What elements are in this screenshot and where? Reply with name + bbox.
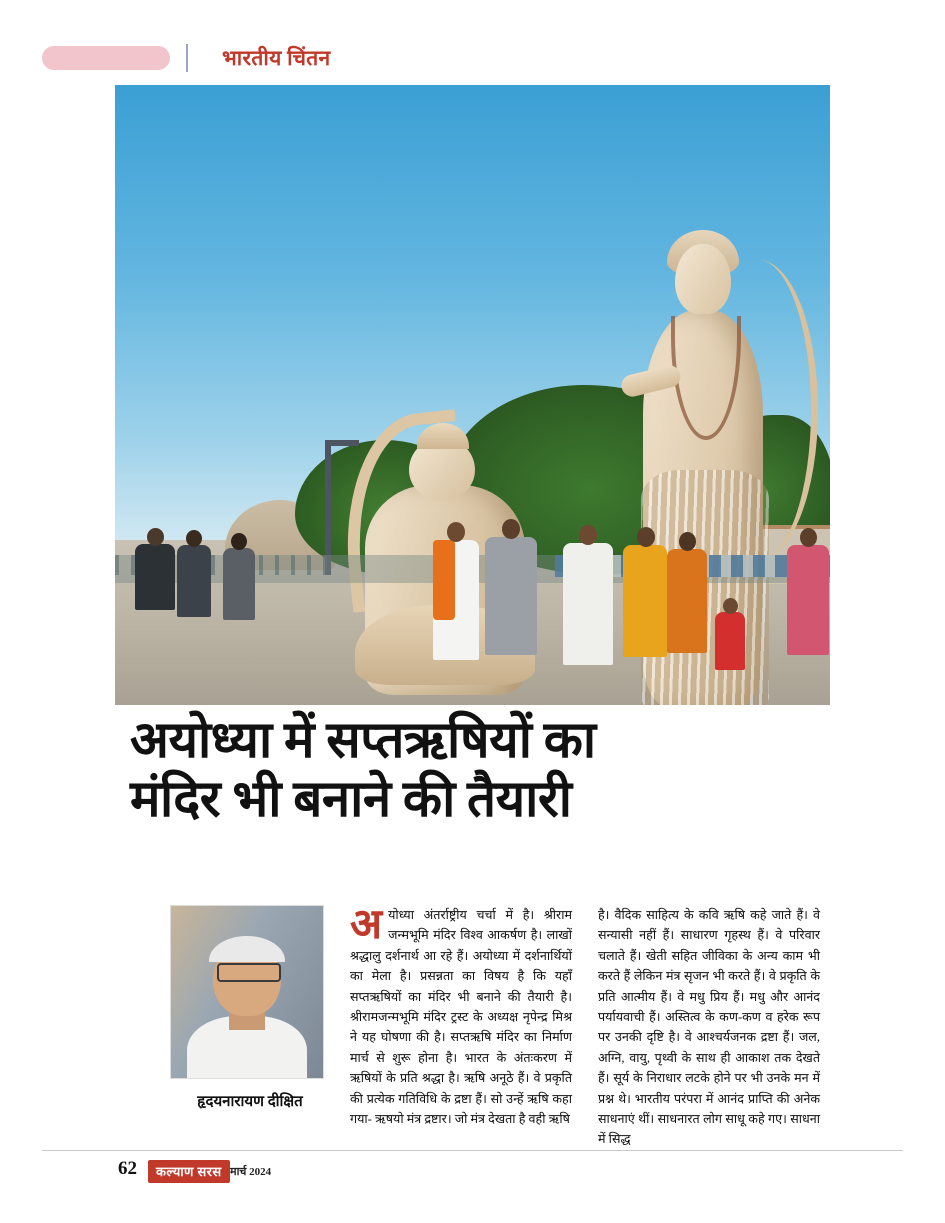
- glasses-icon: [217, 963, 281, 982]
- light-pole-arm: [325, 440, 359, 446]
- header-divider: [186, 44, 188, 72]
- author-block: [170, 905, 330, 1111]
- visitor-head: [502, 519, 520, 539]
- visitor-body: [485, 537, 537, 655]
- body-text-1: योध्या अंतर्राष्ट्रीय चर्चा में है। श्रीराम जन्मभूमि मंदिर विश्व आकर्षण है। लाखों श्रद्धालु दर्शनार्थ आ रहे हैं। अयोध्या में दर्शनार्थियों का मेला है। प्रसन्नता का विषय है कि यहाँ सप्तऋषियों का मंदिर भी बनाने की तैयारी है। श्रीरामजन्मभूमि मंदिर ट्रस्ट के अध्यक्ष नृपेन्द्र मिश्र ने यह घोषणा की है। सप्तऋषि मंदिर का निर्माण मार्च से शुरू होना है। भारत के अंतःकरण में ऋषियों के प्रति श्रद्धा है। ऋषि अनूठे हैं। वे प्रकृति की प्रत्येक गतिविधि के द्रष्टा हैं। सो उन्हें ऋषि कहा गया- ऋषयो मंत्र द्रष्टार। जो मंत्र देखता है वही ऋषि: [350, 908, 572, 1126]
- visitor-saffron-2: [623, 517, 667, 657]
- visitor-2: [177, 525, 211, 617]
- visitor-head: [579, 525, 597, 545]
- visitor-body: [715, 612, 745, 670]
- header-accent-pill: [42, 46, 170, 70]
- visitor-saffron-1: [433, 510, 479, 660]
- author-name: हृदयनारायण दीक्षित: [197, 1094, 303, 1110]
- visitor-head: [186, 530, 202, 547]
- visitor-head: [723, 598, 738, 614]
- visitor-saffron-3: [667, 523, 707, 653]
- footer-divider: [42, 1150, 903, 1151]
- article-headline: [130, 712, 830, 830]
- ram-statue-head: [675, 244, 731, 314]
- drop-cap: अ: [350, 902, 383, 948]
- visitor-body: [787, 545, 829, 655]
- visitor-body: [563, 543, 613, 665]
- visitor-1: [135, 525, 175, 610]
- visitor-head: [679, 532, 696, 551]
- visitor-body: [177, 545, 211, 617]
- section-label: भारतीय चिंतन: [222, 46, 331, 70]
- body-column-2: [598, 905, 820, 1150]
- visitor-body: [223, 548, 255, 620]
- visitor-body: [135, 544, 175, 610]
- visitor-shawl: [433, 540, 455, 620]
- visitor-grey: [485, 507, 537, 655]
- body-text-2: है। वैदिक साहित्य के कवि ऋषि कहे जाते हैं। वे सन्यासी नहीं हैं। साधारण गृहस्थ हैं। वे परिवार चलाते हैं। खेती सहित जीविका के अन्य काम भी करते हैं लेकिन मंत्र सृजन भी करते हैं। वे प्रकृति के प्रति आत्मीय हैं। वे मधु प्रिय हैं। मधु और आनंद पर्यायवाची हैं। अस्तित्व के कण-कण व हरेक रूप पर उनकी दृष्टि है। वे आश्चर्यजनक द्रष्टा हैं। जल, अग्नि, वायु, पृथ्वी के साथ ही आकाश तक देखते हैं। सूर्य के निराधार लटके होने पर भी उनके मन में प्रश्न थे। भारतीय परंपरा में आनंद प्राप्ति की अनेक साधनाएं थीं। साधनारत लोग साधू कहे गए। साधना में सिद्ध: [598, 908, 820, 1147]
- page-header: [0, 0, 945, 88]
- page-number: 62: [118, 1158, 137, 1179]
- visitor-head: [231, 533, 247, 550]
- visitor-head: [800, 528, 817, 547]
- visitor-body: [667, 549, 707, 653]
- visitor-pink-saree: [787, 517, 829, 655]
- body-column-1: [350, 902, 572, 1129]
- visitor-head: [447, 522, 465, 542]
- visitor-head: [147, 528, 164, 546]
- author-portrait: [170, 905, 324, 1079]
- headline-line-2: मंदिर भी बनाने की तैयारी: [130, 772, 572, 829]
- visitor-head: [637, 527, 655, 547]
- visitor-3: [223, 528, 255, 620]
- visitor-white: [563, 513, 613, 665]
- issue-date: मार्च 2024: [230, 1166, 272, 1178]
- headline-line-1: अयोध्या में सप्तऋषियों का: [130, 713, 596, 769]
- visitor-child: [715, 592, 745, 670]
- ayodhya-statues-photo: [115, 85, 830, 705]
- visitor-body: [623, 545, 667, 657]
- magazine-masthead: कल्याण सरस: [148, 1160, 230, 1183]
